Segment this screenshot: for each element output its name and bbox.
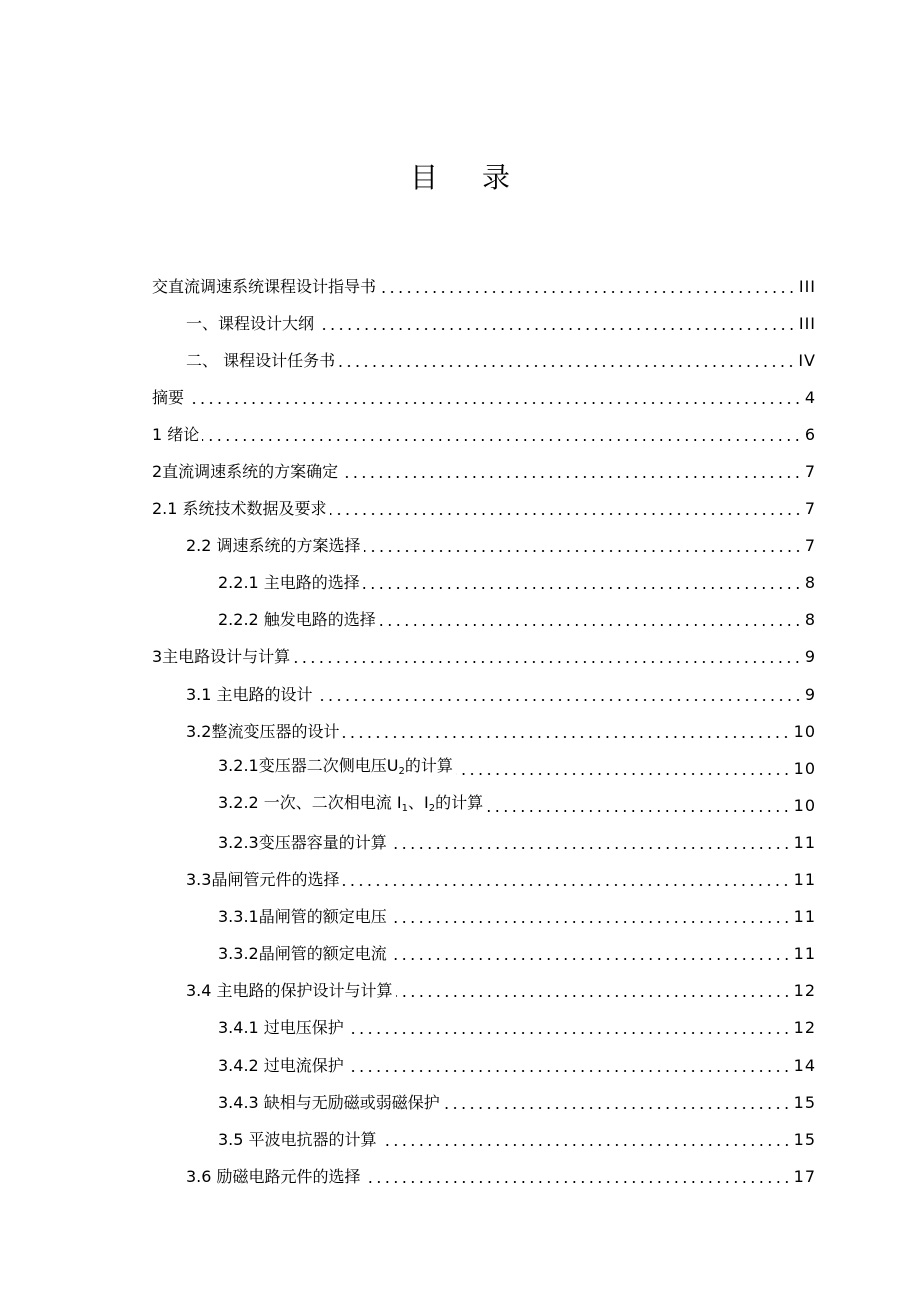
toc-page-number: 9 <box>804 684 816 704</box>
toc-label-text: 3主电路设计与计算 <box>152 647 291 667</box>
toc-label-text: 3.4 主电路的保护设计与计算 <box>186 981 393 1001</box>
toc-page-number: 7 <box>804 536 816 556</box>
toc-page-number: III <box>798 276 816 296</box>
toc-entry-label <box>186 981 393 1001</box>
toc-page-number: IV <box>798 350 816 370</box>
toc-page-number: 9 <box>804 647 816 667</box>
dot-leader <box>330 512 802 516</box>
toc-page-number: 12 <box>793 981 816 1001</box>
toc-page-number: 14 <box>793 1055 816 1075</box>
toc-entry-label <box>218 610 376 630</box>
toc-entry-label <box>218 944 387 964</box>
dot-leader <box>342 883 790 887</box>
dot-leader <box>347 1069 791 1073</box>
toc-label-text: 3.1 主电路的设计 <box>186 684 313 704</box>
toc-entry[interactable] <box>152 936 816 973</box>
toc-page-number: 10 <box>793 795 816 815</box>
toc-page-number: 17 <box>793 1166 816 1186</box>
table-of-contents <box>152 268 816 1195</box>
toc-entry[interactable] <box>152 453 816 490</box>
toc-label-text: 3.2.1变压器二次侧电压U <box>218 755 399 775</box>
dot-leader <box>364 1180 791 1184</box>
toc-page-number: 12 <box>793 1018 816 1038</box>
toc-entry[interactable] <box>152 639 816 676</box>
toc-label-text: 二、 课程设计任务书 <box>186 350 336 370</box>
toc-label-tail: 的计算 <box>404 755 453 775</box>
toc-entry[interactable] <box>152 862 816 899</box>
toc-entry[interactable] <box>152 342 816 379</box>
toc-entry[interactable] <box>152 491 816 528</box>
toc-entry-label <box>152 388 184 408</box>
toc-page-number: 10 <box>793 721 816 741</box>
toc-entry[interactable] <box>152 1047 816 1084</box>
toc-entry[interactable] <box>152 602 816 639</box>
toc-label-text: 2.2.2 触发电路的选择 <box>218 610 376 630</box>
toc-page-number: 11 <box>793 907 816 927</box>
toc-label-text: 2.1 系统技术数据及要求 <box>152 499 327 519</box>
toc-label-subscript: 2 <box>398 765 405 777</box>
dot-leader <box>390 846 791 850</box>
toc-entry-label <box>218 793 483 819</box>
toc-entry-label <box>186 1167 361 1187</box>
toc-entry-label <box>218 1130 377 1150</box>
toc-label-text: 3.4.1 过电压保护 <box>218 1018 344 1038</box>
toc-page-number: 8 <box>804 573 816 593</box>
dot-leader <box>293 660 802 664</box>
dot-leader <box>187 401 802 405</box>
toc-entry-label <box>186 870 339 890</box>
toc-page-number: 15 <box>793 1129 816 1149</box>
toc-entry-label <box>218 756 453 782</box>
toc-entry-label <box>218 833 387 853</box>
dot-leader <box>347 1031 791 1035</box>
toc-entry[interactable] <box>152 1158 816 1195</box>
toc-label-text: 2.2 调速系统的方案选择 <box>186 536 361 556</box>
toc-page-number: 6 <box>804 424 816 444</box>
dot-leader <box>396 994 791 998</box>
toc-entry[interactable] <box>152 305 816 342</box>
toc-entry-label <box>186 351 335 371</box>
toc-label-text: 2直流调速系统的方案确定 <box>152 462 339 482</box>
dot-leader <box>342 735 790 739</box>
toc-entry[interactable] <box>152 824 816 861</box>
dot-leader <box>341 475 802 479</box>
toc-entry[interactable] <box>152 787 816 824</box>
toc-label-text: 摘要 <box>152 387 185 407</box>
toc-entry-label <box>152 499 327 519</box>
dot-leader <box>379 290 796 294</box>
toc-entry-label <box>218 907 387 927</box>
page-title-part2: 录 <box>482 161 511 194</box>
toc-page-number: 4 <box>804 387 816 407</box>
dot-leader <box>456 772 791 776</box>
toc-entry-label <box>218 1093 440 1113</box>
toc-entry[interactable] <box>152 899 816 936</box>
toc-entry-label <box>152 277 376 297</box>
page-title <box>0 158 920 198</box>
toc-page-number: 7 <box>804 499 816 519</box>
toc-label-text: 1 绪论 <box>152 424 200 444</box>
toc-entry-label <box>152 462 338 482</box>
dot-leader <box>316 698 802 702</box>
toc-entry-label <box>186 685 313 705</box>
toc-entry[interactable] <box>152 676 816 713</box>
toc-label-text: 3.3.2晶闸管的额定电流 <box>218 944 387 964</box>
toc-entry[interactable] <box>152 713 816 750</box>
toc-label-text: 3.3晶闸管元件的选择 <box>186 870 340 890</box>
toc-page-number: 11 <box>793 944 816 964</box>
toc-entry[interactable] <box>152 973 816 1010</box>
toc-page-number: 7 <box>804 462 816 482</box>
toc-entry[interactable] <box>152 1121 816 1158</box>
toc-label-mid: 、I <box>407 792 429 812</box>
toc-page-number: 8 <box>804 610 816 630</box>
toc-label-text: 3.6 励磁电路元件的选择 <box>186 1166 361 1186</box>
toc-label-text: 3.2.3变压器容量的计算 <box>218 832 387 852</box>
toc-label-subscript: 1 <box>401 802 408 814</box>
toc-entry-label <box>218 573 360 593</box>
dot-leader <box>317 327 796 331</box>
toc-entry[interactable] <box>152 379 816 416</box>
toc-entry[interactable] <box>152 1084 816 1121</box>
dot-leader <box>486 809 791 813</box>
toc-page-number: 10 <box>793 758 816 778</box>
toc-entry-label <box>186 314 314 334</box>
toc-label-tail: 的计算 <box>435 792 484 812</box>
dot-leader <box>363 586 802 590</box>
toc-entry[interactable] <box>152 268 816 305</box>
toc-entry[interactable] <box>152 528 816 565</box>
toc-label-text: 3.2.2 一次、二次相电流 I <box>218 792 402 812</box>
toc-entry-label <box>218 1018 344 1038</box>
toc-page-number: 11 <box>793 832 816 852</box>
toc-label-subscript: 2 <box>428 802 436 814</box>
dot-leader <box>380 1143 791 1147</box>
toc-entry-label <box>218 1056 344 1076</box>
toc-entry[interactable] <box>152 416 816 453</box>
dot-leader <box>390 957 791 961</box>
toc-label-text: 3.3.1晶闸管的额定电压 <box>218 907 387 927</box>
toc-entry[interactable] <box>152 750 816 787</box>
dot-leader <box>390 920 791 924</box>
toc-label-text: 3.2整流变压器的设计 <box>186 721 340 741</box>
toc-label-text: 3.5 平波电抗器的计算 <box>218 1129 377 1149</box>
dot-leader <box>338 364 795 368</box>
toc-label-text: 3.4.3 缺相与无励磁或弱磁保护 <box>218 1092 440 1112</box>
toc-entry-label <box>152 425 199 445</box>
toc-entry-label <box>152 647 290 667</box>
dot-leader <box>364 549 802 553</box>
toc-entry-label <box>186 536 361 556</box>
dot-leader <box>379 623 802 627</box>
toc-label-text: 3.4.2 过电流保护 <box>218 1055 344 1075</box>
toc-entry[interactable] <box>152 565 816 602</box>
toc-label-text: 2.2.1 主电路的选择 <box>218 573 360 593</box>
toc-page-number: 11 <box>793 870 816 890</box>
toc-page-number: 15 <box>793 1092 816 1112</box>
page-title-part1: 目 <box>409 161 438 194</box>
dot-leader <box>443 1106 791 1110</box>
toc-entry[interactable] <box>152 1010 816 1047</box>
toc-page-number: III <box>798 313 816 333</box>
toc-label-text: 交直流调速系统课程设计指导书 <box>152 276 377 296</box>
toc-label-text: 一、课程设计大纲 <box>186 313 315 333</box>
toc-entry-label <box>186 722 339 742</box>
dot-leader <box>202 438 802 442</box>
